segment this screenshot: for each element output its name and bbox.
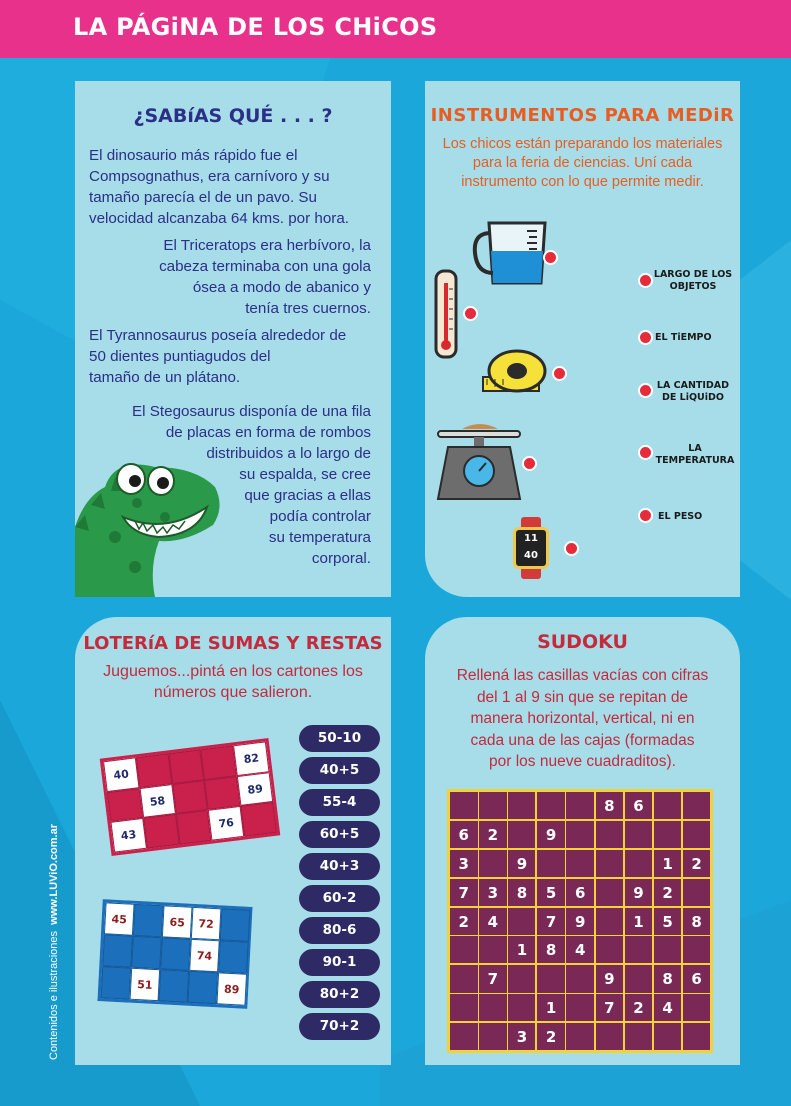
bingo-filled-cell[interactable] xyxy=(159,969,190,1002)
sudoku-cell-empty[interactable] xyxy=(653,935,683,964)
sudoku-cell-empty[interactable] xyxy=(682,1022,712,1051)
watch-hour: 11 xyxy=(524,533,538,544)
label-connect-dot[interactable] xyxy=(638,273,653,288)
sudoku-cell-empty[interactable] xyxy=(565,964,595,993)
sudoku-cell-given: 8 xyxy=(536,935,566,964)
label-temperatura xyxy=(653,443,737,467)
sudoku-cell-empty[interactable] xyxy=(478,849,508,878)
text-line: su temperatura xyxy=(268,529,371,546)
sudoku-cell-empty[interactable] xyxy=(624,935,654,964)
sudoku-cell-empty[interactable] xyxy=(478,935,508,964)
compsognathus-paragraph xyxy=(89,145,349,229)
credit-site: www.LUViO.com.ar xyxy=(48,823,60,925)
number-pill[interactable]: 40+5 xyxy=(299,757,380,784)
label-line: OBJETOS xyxy=(669,281,717,292)
sudoku-box-divider xyxy=(449,963,711,965)
sudoku-cell-empty[interactable] xyxy=(653,820,683,849)
instrumentos-intro xyxy=(433,135,732,192)
sudoku-cell-given: 9 xyxy=(536,820,566,849)
bingo-number-cell[interactable]: 89 xyxy=(237,772,273,806)
sudoku-cell-empty[interactable] xyxy=(595,878,625,907)
bingo-filled-cell[interactable] xyxy=(172,780,208,814)
jug-connect-dot[interactable] xyxy=(543,250,558,265)
bingo-number-cell[interactable]: 58 xyxy=(139,784,175,818)
sudoku-cell-given: 8 xyxy=(682,907,712,936)
measuring-jug-icon xyxy=(471,217,551,289)
page-header xyxy=(0,0,791,58)
bingo-number-cell[interactable]: 76 xyxy=(208,806,244,840)
bingo-filled-cell[interactable] xyxy=(241,802,277,836)
text-line: por los nueve cuadraditos). xyxy=(489,753,676,770)
credit-text: Contenidos e ilustraciones xyxy=(48,930,60,1060)
sudoku-cell-empty[interactable] xyxy=(536,964,566,993)
bingo-number-cell[interactable]: 51 xyxy=(130,968,161,1001)
text-line: cabeza terminaba con una gola xyxy=(159,258,371,275)
label-cantidad-liquido xyxy=(653,380,733,404)
text-line: del 1 al 9 sin que se repitan de xyxy=(476,688,689,706)
sudoku-cell-given: 7 xyxy=(536,907,566,936)
sudoku-cell-empty[interactable] xyxy=(536,849,566,878)
sudoku-box-divider xyxy=(623,791,625,1051)
thermometer-icon xyxy=(434,269,458,359)
number-pill[interactable]: 60+5 xyxy=(299,821,380,848)
sudoku-cell-empty[interactable] xyxy=(682,935,712,964)
label-line: DE LiQUiDO xyxy=(661,392,724,403)
label-connect-dot[interactable] xyxy=(638,445,653,460)
sudoku-cell-given: 8 xyxy=(653,964,683,993)
label-line: EL TiEMPO xyxy=(655,332,712,343)
label-peso xyxy=(658,511,702,523)
sudoku-cell-empty[interactable] xyxy=(565,791,595,820)
dinosaur-illustration xyxy=(75,457,225,597)
sudoku-cell-given: 5 xyxy=(653,907,683,936)
sudoku-title: SUDOKU xyxy=(537,631,628,653)
bingo-number-cell[interactable]: 65 xyxy=(162,905,193,938)
sudoku-cell-empty[interactable] xyxy=(624,849,654,878)
sudoku-cell-given: 8 xyxy=(507,878,537,907)
tape-measure-connect-dot[interactable] xyxy=(552,366,567,381)
bingo-filled-cell[interactable] xyxy=(107,788,143,822)
sudoku-cell-given: 1 xyxy=(653,849,683,878)
sudoku-cell-given: 7 xyxy=(595,993,625,1022)
sudoku-cell-empty[interactable] xyxy=(595,935,625,964)
bingo-card-blue xyxy=(97,899,252,1009)
number-pill[interactable]: 60-2 xyxy=(299,885,380,912)
number-pill[interactable]: 55-4 xyxy=(299,789,380,816)
text-line: tenía tres cuernos. xyxy=(245,300,371,317)
text-line: corporal. xyxy=(311,550,371,567)
text-line: que gracias a ellas xyxy=(244,487,371,504)
number-pill[interactable]: 90-1 xyxy=(299,949,380,976)
sudoku-cell-given: 3 xyxy=(478,878,508,907)
text-line: su espalda, se cree xyxy=(239,466,371,483)
sudoku-cell-given: 4 xyxy=(565,935,595,964)
label-connect-dot[interactable] xyxy=(638,383,653,398)
text-line: cada una de las cajas (formadas xyxy=(470,731,695,749)
sudoku-cell-given: 5 xyxy=(536,878,566,907)
tape-measure-icon xyxy=(477,349,547,395)
sudoku-cell-empty[interactable] xyxy=(449,935,479,964)
bingo-filled-cell[interactable] xyxy=(102,934,133,967)
text-line: Juguemos...pintá en los cartones los xyxy=(103,663,363,680)
sudoku-cell-empty[interactable] xyxy=(507,820,537,849)
sudoku-cell-empty[interactable] xyxy=(682,820,712,849)
bingo-filled-cell[interactable] xyxy=(168,749,204,783)
label-connect-dot[interactable] xyxy=(638,330,653,345)
sudoku-cell-empty[interactable] xyxy=(478,1022,508,1051)
bingo-filled-cell[interactable] xyxy=(201,745,237,779)
sudoku-cell-given: 9 xyxy=(595,964,625,993)
text-line: El dinosaurio más rápido fue el xyxy=(89,147,298,164)
text-line: El Tyrannosaurus poseía alrededor de xyxy=(89,327,347,344)
bingo-card-red xyxy=(100,738,281,856)
bingo-filled-cell[interactable] xyxy=(218,940,249,973)
bingo-filled-cell[interactable] xyxy=(131,936,162,969)
sudoku-cell-given: 2 xyxy=(682,849,712,878)
sudoku-cell-empty[interactable] xyxy=(595,820,625,849)
text-line: para la feria de ciencias. Uní cada xyxy=(472,155,693,171)
sudoku-cell-empty[interactable] xyxy=(449,791,479,820)
sudoku-cell-given: 6 xyxy=(682,964,712,993)
text-line: Rellená las casillas vacías con cifras xyxy=(456,667,709,684)
sudoku-cell-given: 3 xyxy=(507,1022,537,1051)
page-title: LA PÁGiNA DE LOS CHiCOS xyxy=(73,13,438,41)
sudoku-cell-given: 1 xyxy=(536,993,566,1022)
sudoku-cell-given: 2 xyxy=(478,820,508,849)
sudoku-cell-empty[interactable] xyxy=(565,820,595,849)
sudoku-cell-given: 4 xyxy=(478,907,508,936)
sudoku-cell-given: 7 xyxy=(449,878,479,907)
sudoku-cell-empty[interactable] xyxy=(449,993,479,1022)
label-connect-dot[interactable] xyxy=(638,508,653,523)
number-pill[interactable]: 40+3 xyxy=(299,853,380,880)
sudoku-cell-empty[interactable] xyxy=(507,791,537,820)
text-line: Los chicos están preparando los materiales xyxy=(442,136,723,152)
bingo-number-cell[interactable]: 82 xyxy=(233,741,269,775)
sudoku-cell-empty[interactable] xyxy=(565,849,595,878)
sudoku-cell-given: 8 xyxy=(595,791,625,820)
sudoku-cell-empty[interactable] xyxy=(565,993,595,1022)
sudoku-cell-empty[interactable] xyxy=(624,820,654,849)
watch-minute: 40 xyxy=(524,550,538,561)
bingo-number-cell[interactable]: 74 xyxy=(189,939,220,972)
sudoku-cell-empty[interactable] xyxy=(478,791,508,820)
loteria-title: LOTERíA DE SUMAS Y RESTAS xyxy=(83,633,383,654)
text-line: 50 dientes puntiagudos del xyxy=(89,348,271,365)
label-line: LA CANTIDAD xyxy=(656,380,730,391)
sudoku-cell-empty[interactable] xyxy=(536,791,566,820)
text-line: Compsognathus, era carnívoro y su xyxy=(89,168,330,185)
kitchen-scale-icon xyxy=(434,419,524,503)
sudoku-cell-given: 1 xyxy=(507,935,537,964)
sudoku-intro xyxy=(439,665,726,773)
sudoku-cell-empty[interactable] xyxy=(507,964,537,993)
text-line: distribuidos a lo largo de xyxy=(206,445,371,462)
sudoku-cell-given: 6 xyxy=(565,878,595,907)
text-line: El Triceratops era herbívoro, la xyxy=(163,237,371,254)
sudoku-cell-empty[interactable] xyxy=(478,993,508,1022)
label-largo xyxy=(653,269,733,293)
bingo-number-cell[interactable]: 40 xyxy=(103,757,139,791)
number-pill[interactable]: 80-6 xyxy=(299,917,380,944)
sudoku-cell-empty[interactable] xyxy=(624,964,654,993)
watch-icon xyxy=(513,517,549,579)
sudoku-cell-given: 9 xyxy=(507,849,537,878)
sudoku-cell-given: 6 xyxy=(624,791,654,820)
sudoku-cell-empty[interactable] xyxy=(653,1022,683,1051)
sudoku-cell-given: 2 xyxy=(653,878,683,907)
text-line: El Stegosaurus disponía de una fila xyxy=(132,403,371,420)
text-line: manera horizontal, vertical, ni en xyxy=(470,710,695,727)
instrumentos-title: INSTRUMENTOS PARA MEDiR xyxy=(430,105,735,126)
triceratops-paragraph xyxy=(115,235,371,319)
loteria-panel xyxy=(75,617,391,1065)
sudoku-cell-empty[interactable] xyxy=(682,878,712,907)
sudoku-cell-empty[interactable] xyxy=(682,993,712,1022)
loteria-intro xyxy=(85,661,381,703)
sudoku-cell-given: 6 xyxy=(449,820,479,849)
number-pill[interactable]: 80+2 xyxy=(299,981,380,1008)
sudoku-cell-empty[interactable] xyxy=(595,849,625,878)
scale-connect-dot[interactable] xyxy=(522,456,537,471)
sudoku-grid xyxy=(447,789,713,1053)
text-line: tamaño parecía el de un pavo. Su xyxy=(89,189,317,206)
number-pill[interactable]: 50-10 xyxy=(299,725,380,752)
sudoku-cell-empty[interactable] xyxy=(595,1022,625,1051)
tyrannosaurus-paragraph xyxy=(89,325,346,388)
text-line: podía controlar xyxy=(269,508,371,525)
sudoku-cell-given: 2 xyxy=(449,907,479,936)
sudoku-cell-given: 9 xyxy=(565,907,595,936)
bingo-number-cell[interactable]: 45 xyxy=(104,902,135,935)
sudoku-cell-given: 9 xyxy=(624,878,654,907)
bingo-filled-cell[interactable] xyxy=(143,814,179,848)
sudoku-cell-given: 4 xyxy=(653,993,683,1022)
bingo-filled-cell[interactable] xyxy=(176,810,212,844)
sudoku-cell-empty[interactable] xyxy=(595,907,625,936)
number-pill[interactable]: 70+2 xyxy=(299,1013,380,1040)
sudoku-cell-empty[interactable] xyxy=(565,1022,595,1051)
instrumentos-panel xyxy=(425,81,740,597)
sudoku-cell-given: 2 xyxy=(624,993,654,1022)
label-line: EL PESO xyxy=(658,511,703,522)
bingo-number-cell[interactable]: 72 xyxy=(191,907,222,940)
text-line: tamaño de un plátano. xyxy=(89,369,241,386)
sabias-title: ¿SABíAS QUÉ . . . ? xyxy=(133,105,333,127)
bingo-filled-cell[interactable] xyxy=(160,937,191,970)
sudoku-panel xyxy=(425,617,740,1065)
credit-vertical xyxy=(48,824,60,1060)
sudoku-cell-empty[interactable] xyxy=(507,993,537,1022)
sudoku-cell-empty[interactable] xyxy=(449,1022,479,1051)
thermometer-connect-dot[interactable] xyxy=(463,306,478,321)
text-line: velocidad alcanzaba 64 kms. por hora. xyxy=(89,210,350,227)
bingo-filled-cell[interactable] xyxy=(133,904,164,937)
sudoku-cell-empty[interactable] xyxy=(682,791,712,820)
bingo-filled-cell[interactable] xyxy=(220,908,251,941)
text-line: ósea a modo de abanico y xyxy=(192,279,371,296)
watch-connect-dot[interactable] xyxy=(564,541,579,556)
sudoku-cell-given: 7 xyxy=(478,964,508,993)
bingo-number-cell[interactable]: 89 xyxy=(216,972,247,1005)
sudoku-cell-empty[interactable] xyxy=(507,907,537,936)
sudoku-cell-empty[interactable] xyxy=(653,791,683,820)
bingo-number-cell[interactable]: 43 xyxy=(110,818,146,852)
sudoku-box-divider xyxy=(535,791,537,1051)
sudoku-cell-given: 2 xyxy=(536,1022,566,1051)
sudoku-box-divider xyxy=(449,877,711,879)
sudoku-cell-empty[interactable] xyxy=(449,964,479,993)
label-line: LARGO DE LOS xyxy=(653,269,733,280)
text-line: de placas en forma de rombos xyxy=(165,424,371,441)
sudoku-cell-given: 1 xyxy=(624,907,654,936)
text-line: instrumento con lo que permite medir. xyxy=(461,174,704,190)
sudoku-cell-given: 3 xyxy=(449,849,479,878)
sabias-panel xyxy=(75,81,391,597)
label-tiempo xyxy=(655,332,712,344)
bingo-filled-cell[interactable] xyxy=(187,971,218,1004)
bingo-filled-cell[interactable] xyxy=(204,776,240,810)
label-line: LA xyxy=(688,443,702,454)
bingo-filled-cell[interactable] xyxy=(101,966,132,999)
text-line: números que salieron. xyxy=(153,684,313,701)
bingo-filled-cell[interactable] xyxy=(136,753,172,787)
label-line: TEMPERATURA xyxy=(655,455,735,466)
sudoku-cell-empty[interactable] xyxy=(624,1022,654,1051)
